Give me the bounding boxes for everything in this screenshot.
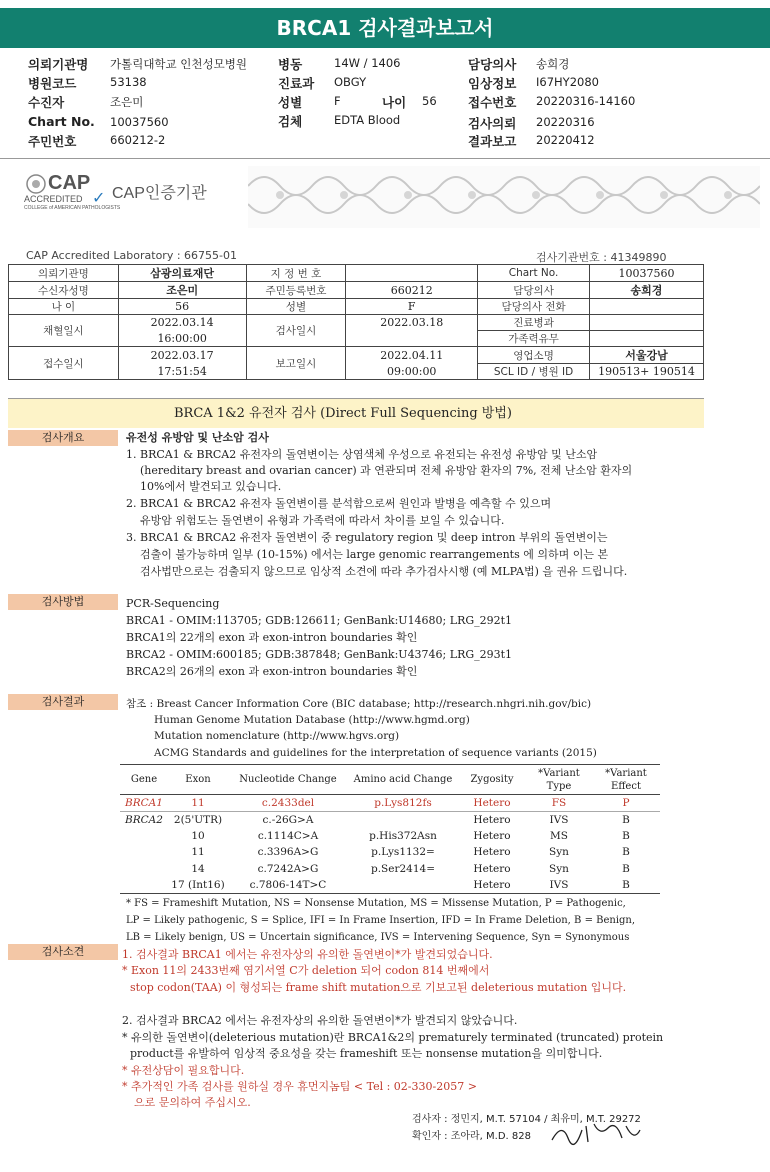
handwritten-signature <box>548 1118 644 1148</box>
column-header: Zygosity <box>458 765 526 795</box>
column-header: Nucleotide Change <box>228 765 348 795</box>
field-label: 병동 <box>278 57 303 72</box>
field-label: 병원코드 <box>28 76 77 91</box>
field-label: 결과보고 <box>468 134 517 149</box>
cap-institution-label: CAP인증기관 <box>112 185 207 202</box>
field-value: 14W / 1406 <box>334 56 401 70</box>
table-row: 14 c.7242A>G p.Ser2414= Hetero Syn B <box>191 862 630 875</box>
table-row: 11 c.3396A>G p.Lys1132= Hetero Syn B <box>191 846 630 859</box>
agency-number: 검사기관번호 : 41349890 <box>536 251 667 264</box>
test-title: BRCA 1&2 유전자 검사 (Direct Full Sequencing 방법) <box>174 406 512 421</box>
field-value: 10037560 <box>110 115 169 129</box>
table-row: BRCA2 2(5'UTR) c.-26G>A Hetero IVS B <box>125 813 630 826</box>
field-value: 20220412 <box>536 133 595 147</box>
decorative-pattern <box>248 166 760 228</box>
legend-line: LP = Likely pathogenic, S = Splice, IFI = In Frame Insertion, IFD = In Frame Deletion, B = Benign, <box>126 915 636 926</box>
column-header: Gene <box>120 765 168 795</box>
field-value: EDTA Blood <box>334 113 401 127</box>
confirmer-signer: 확인자 : 조아라, M.D. 828 <box>412 1131 531 1142</box>
field-value: F <box>334 94 341 108</box>
reference-line: 참조 : Breast Cancer Information Core (BIC database; http://research.nhgri.nih.gov/bic) <box>126 698 592 710</box>
report-title: BRCA1 검사결과보고서 <box>0 8 770 48</box>
field-label: 담당의사 <box>468 57 517 72</box>
variant-table <box>120 764 660 894</box>
field-value: 가톨릭대학교 인천성모병원 <box>110 57 247 71</box>
field-label: 진료과 <box>278 76 315 91</box>
scanned-report: CAP ACCREDITED ✓ COLLEGE of AMERICAN PATHOLOGISTS CAP인증기관 CAP Accredited Laboratory : 66755-01 검사기관번호 : 41349890 의뢰기관명 삼광의료재단 지 정 번 호 Chart No. 10037560 수신자성명 조은미 주민등록번호 660212 담당의사 송희경 나 이 56 성별 F 담당의사 전화 채혈일시 2022.03.14 검사일시 2022.03.18 진료병과 16:00:00 가족력유무 접수일시 2022.03.17 보고일시 2022.04.11 영업소명 서울강남 17:51:54 09:00:00 SCL ID / 병원 ID 190513+ 190514 BRCA 1&2 유전자 검사 (Direct Full Sequencing 방법) 검사개요 유전성 유방암 및 난소암 검사 1. BRCA1 & BRCA2 유전자의 돌연변이는 상염색체 우성으로 유전되는 유전성 유방암 및 난소암 (hereditary breast and ovarian cancer) 과 연관되며 전체 유방암 환자의 7%, 전체 난소암 환자의 10%에서 발견되고 있습니다. 2. BRCA1 & BRCA2 유전자 돌연변이를 분석함으로써 원인과 발병을 예측할 수 있으며 유방암 위험도는 돌연변이 유형과 가족력에 따라서 차이를 보일 수 있습니다. 3. BRCA1 & BRCA2 유전자 돌연변이 중 regulatory region 및 deep intron 부위의 돌연변이는 검출이 불가능하며 일부 (10-15%) 에서는 large genomic rearrangements 에 의하며 이는 본 검사법만으로는 검출되지 않으므로 임상적 소견에 따라 추가검사시행 (예 MLPA법) 을 권유 드립니다. 검사방법 PCR-Sequencing BRCA1 - OMIM:113705; GDB:126611; GenBank:U14680; LRG_292t1 BRCA1의 22개의 exon 과 exon-intron boundaries 확인 BRCA2 - OMIM:600185; GDB:387848; GenBank:U43746; LRG_293t1 BRCA2의 26개의 exon 과 exon-intron boundaries 확인 검사결과 참조 : Breast Cancer Information Core (BIC database; http://research.nhgri.nih.gov/bic) Human Genome Mutation Database (http://www.hgmd.org) Mutation nomenclature (http://www.hgvs.org) ACMG Standards and guidelines for the interpretation of sequence variants (2015) Gene Exon Nucleotide Change Amino acid Change Zygosity *Variant Type *Variant Effect BRCA1 11 c.2433del p.Lys812fs Hetero FS P BRCA2 2(5'UTR) c.-26G>A Hetero IVS B 10 c.1114C>A p.His372Asn Hetero MS B 11 c.3396A>G p.Lys1132= Hetero Syn B 14 c.7242A>G p.Ser2414= Hetero Syn B 17 (Int16) c.7806-14T>C Hetero IVS B * FS = Frameshift Mutation, NS = Nonsense Mutation, MS = Missense Mutation, P = Pathogenic, LP = Likely pathogenic, S = Splice, IFI = In Frame Insertion, IFD = In Frame Deletion, B = Benign, LB = Likely benign, US = Uncertain significance, IVS = Intervening Sequence, Syn = Synonymous 검사소견 1. 검사결과 BRCA1 에서는 유전자상의 유의한 돌연변이*가 발견되었습니다. * Exon 11의 2433번째 염기서열 C가 deletion 되어 codon 814 번째에서 stop codon(TAA) 이 형성되는 frame shift mutation으로 기보고된 deleterious mutation 입니다. 2. 검사결과 BRCA2 에서는 유전자상의 유의한 돌연변이*가 발견되지 않았습니다. * 유의한 돌연변이(deleterious mutation)란 BRCA1&2의 prematurely terminated (truncated) protein product를 유발하여 임상적 중요성을 갖는 frameshift 또는 nonsense mutation을 의미합니다. * 유전상담이 필요합니다. * 추가적인 가족 검사를 원하실 경우 휴먼지놈팀 < Tel : 02-330-2057 > 으로 문의하여 주십시오. 검사자 : 정민지, M.T. 57104 / 최유미, M.T. 29272 확인자 : 조아라, M.D. 828 <box>8 166 764 1166</box>
field-label: 검체 <box>278 114 303 129</box>
table-row: BRCA1 11 c.2433del p.Lys812fs Hetero FS P <box>120 795 660 812</box>
field-value: 660212-2 <box>110 133 166 147</box>
reference-line: ACMG Standards and guidelines for the interpretation of sequence variants (2015) <box>154 747 597 759</box>
requesting-org: 삼광의료재단 <box>118 265 246 282</box>
table-row: 10 c.1114C>A p.His372Asn Hetero MS B <box>191 829 630 842</box>
field-value: 조은미 <box>110 95 144 109</box>
method-heading: PCR-Sequencing <box>126 597 220 610</box>
field-label: 성별 <box>278 95 303 110</box>
overview-tag: 검사개요 <box>8 430 118 446</box>
field-label: Chart No. <box>28 114 95 129</box>
patient-header <box>28 55 768 155</box>
field-label: 의뢰기관명 <box>28 57 89 72</box>
test-title-bar <box>8 398 704 428</box>
field-value: 20220316-14160 <box>536 94 636 108</box>
field-value: 송희경 <box>536 57 570 71</box>
tester-signer: 검사자 : 정민지, M.T. 57104 / 최유미, M.T. 29272 <box>412 1114 641 1125</box>
overview-heading: 유전성 유방암 및 난소암 검사 <box>126 431 269 444</box>
column-header: *Variant Effect <box>592 765 660 795</box>
column-header: *Variant Type <box>526 765 592 795</box>
reference-line: Mutation nomenclature (http://www.hgvs.org) <box>154 730 400 742</box>
field-value: OBGY <box>334 75 367 89</box>
method-tag: 검사방법 <box>8 594 118 610</box>
field-label: 임상정보 <box>468 76 517 91</box>
field-value: 20220316 <box>536 115 595 129</box>
checkmark-icon: ✓ <box>92 188 106 207</box>
patient-info-table: 의뢰기관명 삼광의료재단 지 정 번 호 Chart No. 10037560 수신자성명 조은미 주민등록번호 660212 담당의사 송희경 나 이 56 성별 F 담당의사 전화 채혈일시 2022.03.14 검사일시 2022.03.18 진료병과 16:00:00 가족력유무 접수일시 2022.03.17 보고일시 2022.04.11 영업소명 서울강남 17:51:54 09:00:00 SCL ID / 병원 ID 190513+ 190514 <box>8 264 704 380</box>
field-label: 접수번호 <box>468 95 517 110</box>
legend-line: LB = Likely benign, US = Uncertain significance, IVS = Intervening Sequence, Syn = Synonymous <box>126 932 630 943</box>
field-value: I67HY2080 <box>536 75 599 89</box>
field-value: 53138 <box>110 75 147 89</box>
cap-logo: CAP ACCREDITED ✓ COLLEGE of AMERICAN PATHOLOGISTS <box>22 172 132 216</box>
divider <box>0 158 770 159</box>
field-value: 56 <box>422 94 437 108</box>
field-label: 수진자 <box>28 95 65 110</box>
column-header: Exon <box>168 765 228 795</box>
finding-tag: 검사소견 <box>8 944 118 960</box>
table-row: 17 (Int16) c.7806-14T>C Hetero IVS B <box>120 877 660 894</box>
field-label: 검사의뢰 <box>468 116 517 131</box>
result-tag: 검사결과 <box>8 694 118 710</box>
cap-lab-number: CAP Accredited Laboratory : 66755-01 <box>26 249 237 262</box>
legend-line: * FS = Frameshift Mutation, NS = Nonsense Mutation, MS = Missense Mutation, P = Pathogenic, <box>126 898 626 909</box>
reference-line: Human Genome Mutation Database (http://www.hgmd.org) <box>154 714 470 726</box>
column-header: Amino acid Change <box>348 765 458 795</box>
field-label: 나이 <box>382 95 407 110</box>
field-label: 주민번호 <box>28 134 77 149</box>
